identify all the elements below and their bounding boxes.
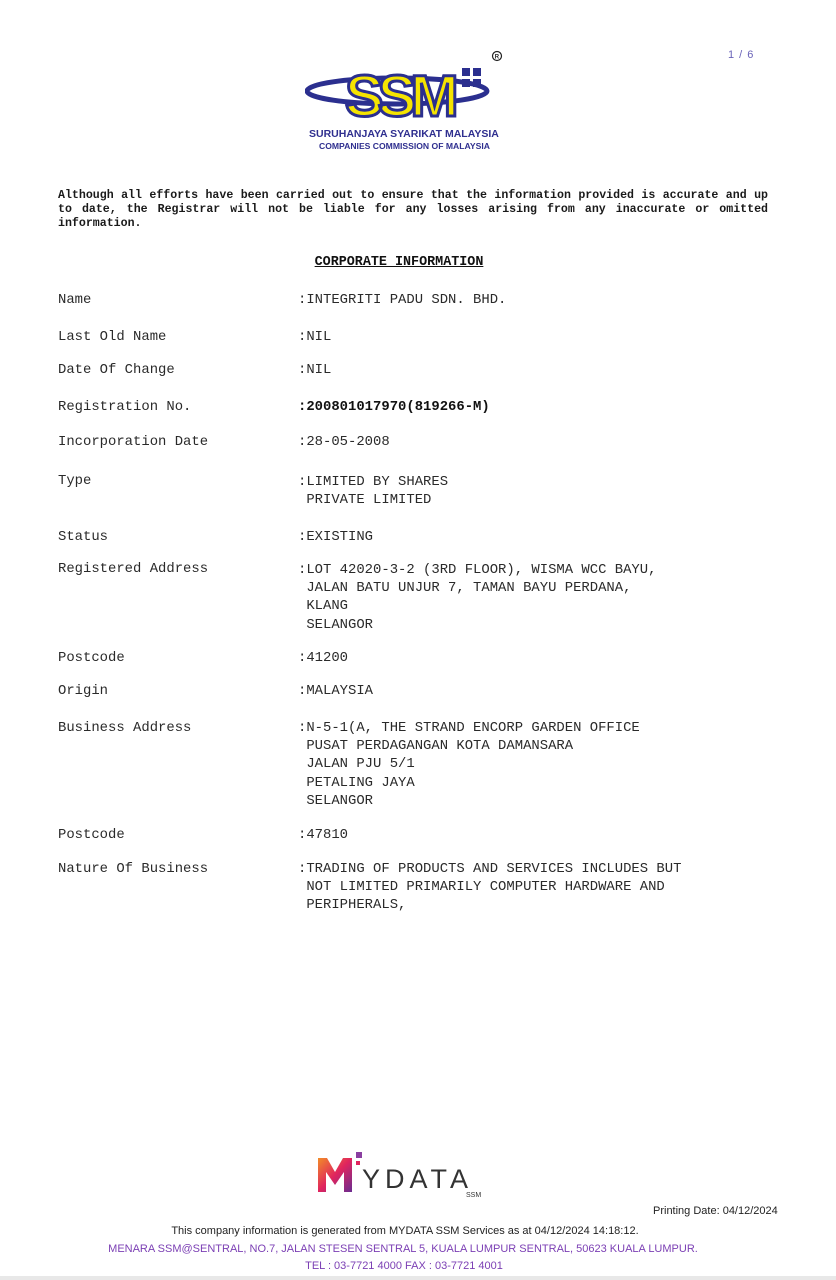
field-label-postcode: Postcode [58, 650, 125, 666]
field-value-date-of-change: :NIL [298, 362, 332, 378]
field-value-type: :LIMITED BY SHARES PRIVATE LIMITED [298, 474, 449, 509]
mydata-logo-text: YDATA [362, 1164, 474, 1194]
footer-address: MENARA SSM@SENTRAL, NO.7, JALAN STESEN SENTRAL 5, KUALA LUMPUR SENTRAL, 50623 KUALA LUMPUR. [108, 1243, 698, 1255]
printing-date: Printing Date: 04/12/2024 [653, 1205, 778, 1217]
field-label-date-of-change: Date Of Change [58, 362, 175, 378]
field-value-registered-address: :LOT 42020-3-2 (3RD FLOOR), WISMA WCC BAYU, JALAN BATU UNJUR 7, TAMAN BAYU PERDANA, KLANG SELANGOR [298, 562, 657, 633]
field-label-origin: Origin [58, 683, 109, 699]
field-value-postcode: :41200 [298, 650, 349, 666]
disclaimer-text: Although all efforts have been carried out to ensure that the information provided is accurate and up to date, the Registrar will not be liable for any losses arising from any inaccurate or omitted information. [58, 189, 768, 230]
section-title: CORPORATE INFORMATION [314, 255, 484, 270]
mydata-logo-sub: SSM [466, 1192, 482, 1199]
field-label-type: Type [58, 473, 92, 489]
field-value-origin: :MALAYSIA [298, 683, 374, 699]
field-label-postcode: Postcode [58, 827, 125, 843]
field-value-postcode: :47810 [298, 827, 349, 843]
field-value-status: :EXISTING [298, 529, 374, 545]
field-label-last-old-name: Last Old Name [58, 329, 167, 345]
page-bottom-edge [0, 1276, 836, 1280]
ssm-logo-text: SSM [345, 64, 453, 129]
svg-text:R: R [494, 54, 500, 61]
mydata-logo [316, 1150, 496, 1202]
field-label-incorporation-date: Incorporation Date [58, 434, 209, 450]
field-value-last-old-name: :NIL [298, 329, 332, 345]
org-name-english: COMPANIES COMMISSION OF MALAYSIA [319, 141, 490, 151]
field-value-incorporation-date: :28-05-2008 [298, 434, 390, 450]
field-label-name: Name [58, 292, 92, 308]
field-label-registered-address: Registered Address [58, 561, 209, 577]
field-value-business-address: :N-5-1(A, THE STRAND ENCORP GARDEN OFFICE PUSAT PERDAGANGAN KOTA DAMANSARA JALAN PJU 5/1 PETALING JAYA SELANGOR [298, 720, 640, 809]
field-label-nature-of-business: Nature Of Business [58, 861, 209, 877]
field-value-name: :INTEGRITI PADU SDN. BHD. [298, 292, 507, 308]
field-label-status: Status [58, 529, 109, 545]
footer-tel-fax: TEL : 03-7721 4000 FAX : 03-7721 4001 [305, 1260, 503, 1272]
page-indicator: 1 / 6 [728, 49, 755, 61]
field-value-nature-of-business: :TRADING OF PRODUCTS AND SERVICES INCLUDES BUT NOT LIMITED PRIMARILY COMPUTER HARDWARE AND PERIPHERALS, [298, 861, 682, 914]
org-name-malay: SURUHANJAYA SYARIKAT MALAYSIA [309, 128, 499, 140]
field-label-registration-no: Registration No. [58, 399, 192, 415]
field-value-registration-no: :200801017970(819266-M) [298, 399, 490, 415]
generated-note: This company information is generated from MYDATA SSM Services as at 04/12/2024 14:18:12. [171, 1225, 639, 1237]
field-label-business-address: Business Address [58, 720, 192, 736]
